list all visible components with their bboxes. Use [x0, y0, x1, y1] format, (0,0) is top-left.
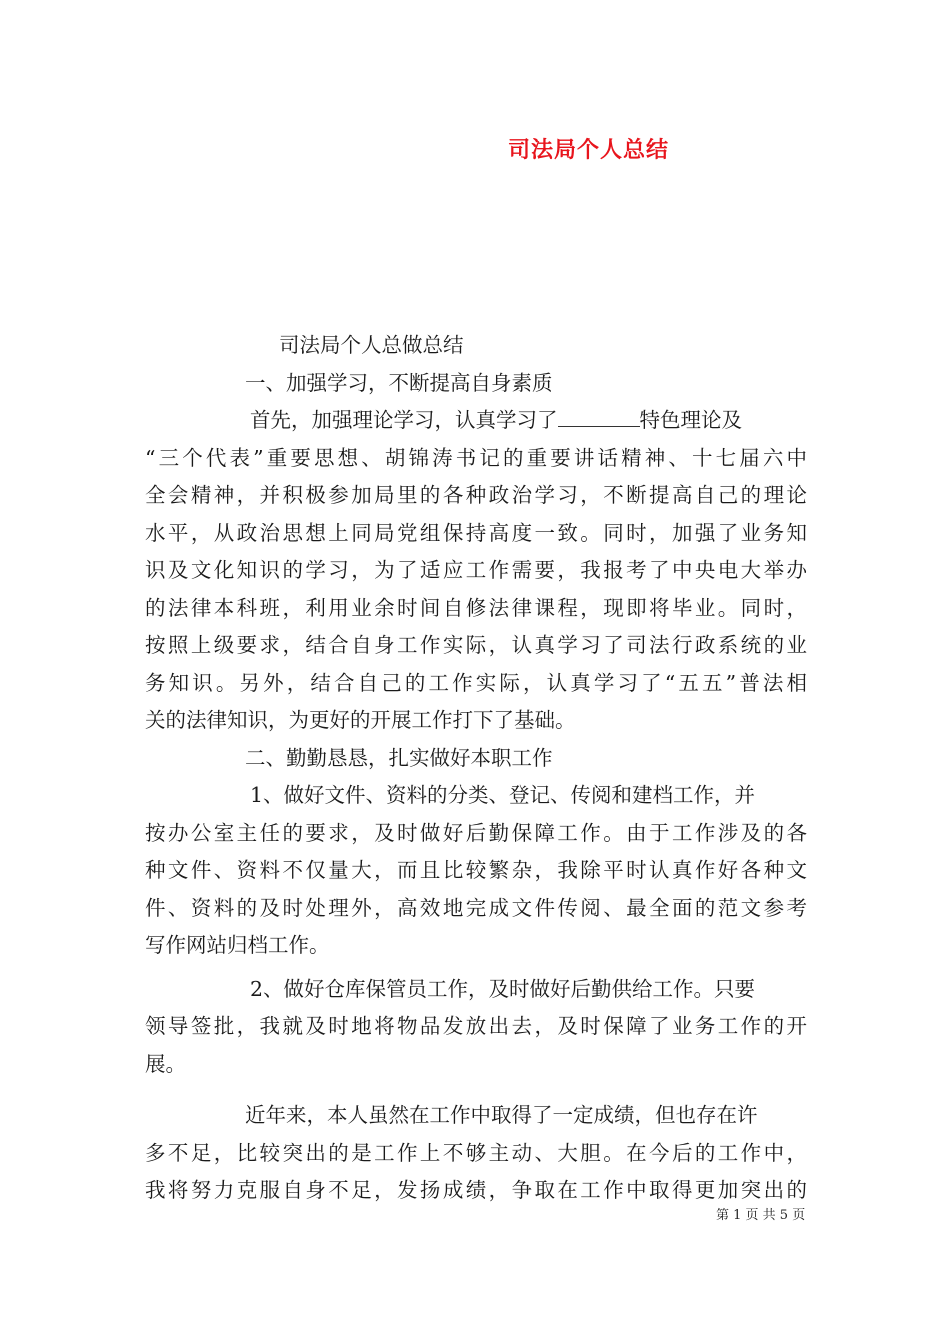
- section-2-item-1-line: 1、做好文件、资料的分类、登记、传阅和建档工作，并: [250, 783, 756, 807]
- section-2-item-1-line: 种文件、资料不仅量大，而且比较繁杂，我除平时认真作好各种文: [145, 858, 807, 882]
- section-1-paragraph-line: 务知识。另外，结合自己的工作实际，认真学习了“五五”普法相: [145, 670, 807, 695]
- section-2-item-2-line: 2、做好仓库保管员工作，及时做好后勤供给工作。只要: [250, 976, 756, 1001]
- section-2-heading: 二、勤勤恳恳，扎实做好本职工作: [245, 745, 553, 770]
- section-1-paragraph-line: 关的法律知识，为更好的开展工作打下了基础。: [145, 708, 576, 732]
- page-number-footer: 第 1 页 共 5 页: [716, 1208, 806, 1223]
- section-1-paragraph-line: 水平，从政治思想上同局党组保持高度一致。同时，加强了业务知: [145, 520, 807, 545]
- section-2-item-1-line: 写作网站归档工作。: [145, 933, 330, 957]
- closing-paragraph-line: 近年来，本人虽然在工作中取得了一定成绩，但也存在许: [245, 1103, 758, 1127]
- section-1-line-start: 首先，加强理论学习，认真学习了: [250, 408, 558, 432]
- section-2-item-2-line: 领导签批，我就及时地将物品发放出去，及时保障了业务工作的开: [145, 1014, 807, 1038]
- closing-paragraph-line: 我将努力克服自身不足，发扬成绩，争取在工作中取得更加突出的: [145, 1178, 807, 1202]
- fill-in-blank: [558, 408, 640, 427]
- closing-paragraph-line: 多不足，比较突出的是工作上不够主动、大胆。在今后的工作中，: [145, 1140, 807, 1165]
- section-1-paragraph-line: 的法律本科班，利用业余时间自修法律课程，现即将毕业。同时，: [145, 595, 807, 620]
- section-1-paragraph-line: 按照上级要求，结合自身工作实际，认真学习了司法行政系统的业: [145, 633, 807, 657]
- document-body: [145, 327, 807, 1210]
- section-1-paragraph-line: “三个代表”重要思想、胡锦涛书记的重要讲话精神、十七届六中: [145, 445, 807, 470]
- section-1-line-end: 特色理论及: [639, 408, 742, 432]
- section-1-paragraph-line: 识及文化知识的学习，为了适应工作需要，我报考了中央电大举办: [145, 558, 807, 582]
- document-title: 司法局个人总结: [508, 137, 670, 163]
- section-2-item-2-line: 展。: [145, 1051, 186, 1076]
- section-1-heading: 一、加强学习，不断提高自身素质: [245, 370, 553, 395]
- section-1-paragraph-line: 全会精神，并积极参加局里的各种政治学习，不断提高自己的理论: [145, 483, 807, 507]
- document-subtitle: 司法局个人总做总结: [279, 333, 464, 357]
- section-1-paragraph-line: [145, 402, 807, 440]
- section-2-item-1-line: 件、资料的及时处理外，高效地完成文件传阅、最全面的范文参考: [145, 895, 807, 920]
- section-2-item-1-line: 按办公室主任的要求，及时做好后勤保障工作。由于工作涉及的各: [145, 820, 807, 845]
